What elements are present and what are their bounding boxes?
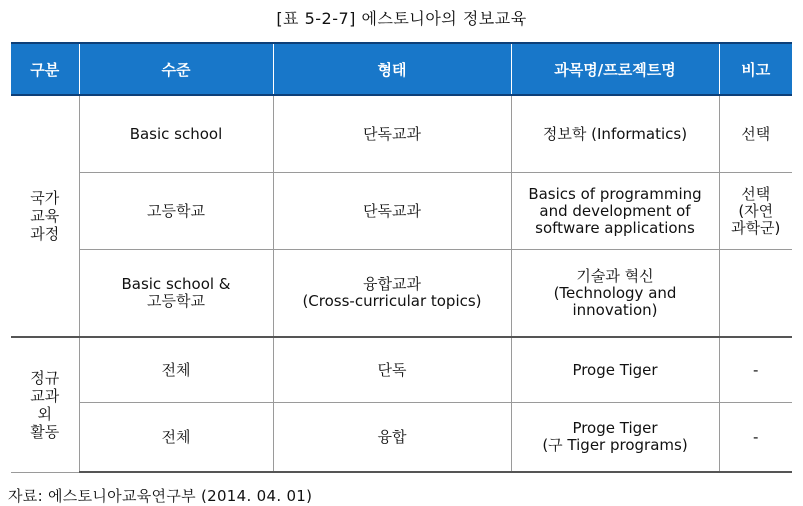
cell-note [719,250,792,338]
education-table [11,42,792,473]
table-caption: [표 5-2-7] 에스토니아의 정보교육 [276,9,527,28]
cell-type: 단독교과 [273,95,511,173]
cell-subject: Proge Tiger [511,337,719,403]
cell-subject: 기술과 혁신 (Technology and innovation) [511,250,719,338]
group-label-extracurricular: 정규 교과 외 활동 [11,337,79,472]
cell-level: 고등학교 [79,173,273,250]
source-note: 자료: 에스토니아교육연구부 (2014. 04. 01) [8,487,313,505]
cell-level: 전체 [79,403,273,473]
cell-level: Basic school [79,95,273,173]
cell-note: - [719,337,792,403]
table-row [11,95,792,173]
cell-subject: Proge Tiger (구 Tiger programs) [511,403,719,473]
header-subject: 과목명/프로젝트명 [511,43,719,95]
cell-note: 선택 [719,95,792,173]
cell-level: Basic school & 고등학교 [79,250,273,338]
table-row [11,403,792,473]
cell-type: 융합교과 (Cross-curricular topics) [273,250,511,338]
cell-note: - [719,403,792,473]
header-category: 구분 [11,43,79,95]
cell-subject: Basics of programming and development of software applications [511,173,719,250]
cell-subject: 정보학 (Informatics) [511,95,719,173]
header-row [11,43,792,95]
header-note: 비고 [719,43,792,95]
header-level: 수준 [79,43,273,95]
group-label-national-curriculum: 국가 교육 과정 [11,95,79,337]
header-type: 형태 [273,43,511,95]
cell-type: 단독교과 [273,173,511,250]
table-row [11,250,792,338]
table-row [11,337,792,403]
cell-type: 융합 [273,403,511,473]
cell-level: 전체 [79,337,273,403]
table-row [11,173,792,250]
cell-note: 선택 (자연 과학군) [719,173,792,250]
cell-type: 단독 [273,337,511,403]
